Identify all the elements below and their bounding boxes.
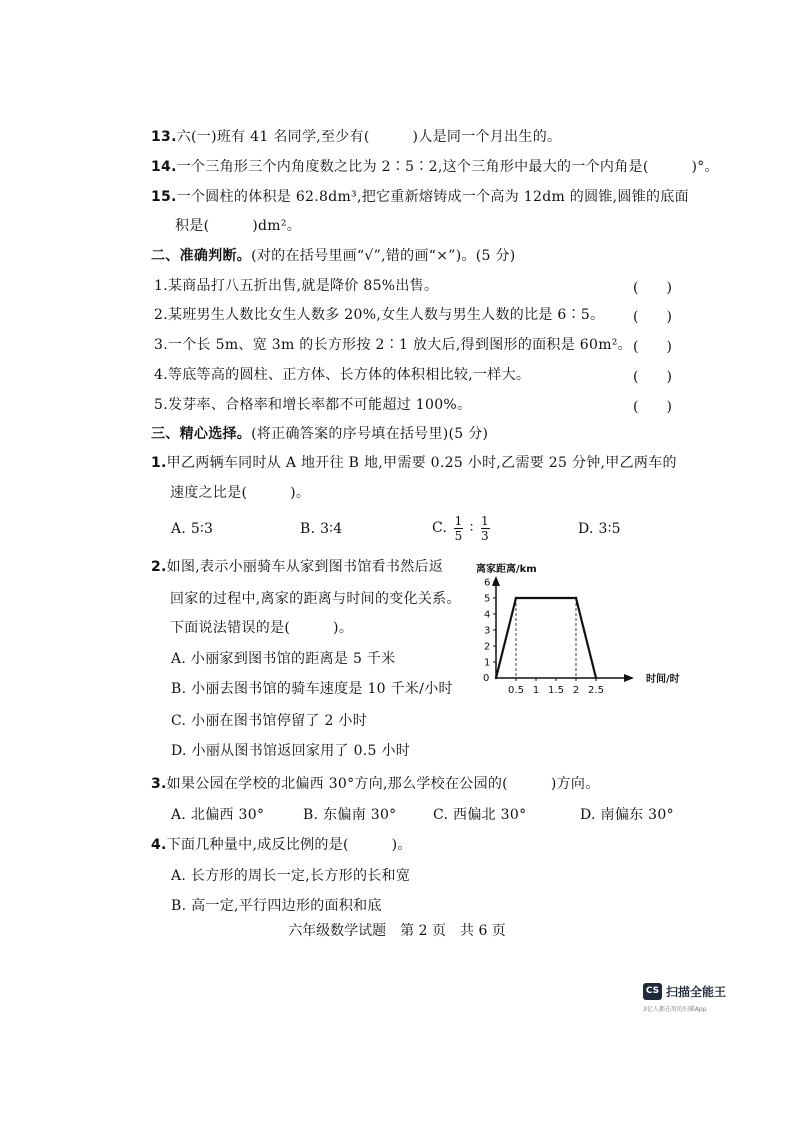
x-axis-label: 时间/时 xyxy=(646,674,680,685)
option-a: A. 北偏西 30° xyxy=(171,807,265,823)
data-point xyxy=(575,597,577,599)
x-tick-label: 2 xyxy=(572,685,580,696)
option-d: D. 3∶5 xyxy=(578,521,621,537)
logo-name: 扫描全能王 xyxy=(666,985,727,999)
judge-item: 2.某班男生人数比女生人数多 20%,女生人数与男生人数的比是 6∶5。 xyxy=(154,307,605,323)
x-tick-label: 0.5 xyxy=(508,685,524,696)
judge-item: 5.发芽率、合格率和增长率都不可能超过 100%。 xyxy=(154,397,472,413)
x-axis-arrow xyxy=(624,674,634,682)
data-point xyxy=(495,677,497,679)
choice-question-2-line3: 下面说法错误的是( )。 xyxy=(170,620,354,636)
y-tick-label: 1 xyxy=(484,657,491,669)
section-2-heading: 二、准确判断。(对的在括号里画“√”,错的画“×”)。(5 分) xyxy=(151,248,516,264)
question-14: 14.一个三角形三个内角度数之比为 2∶5∶2,这个三角形中最大的一个内角是( )°。 xyxy=(151,159,719,175)
option-a: A. 5∶3 xyxy=(171,521,214,537)
data-point xyxy=(595,677,597,679)
page-footer: 六年级数学试题 第 2 页 共 6 页 xyxy=(288,923,506,939)
data-point xyxy=(515,597,517,599)
distance-time-chart xyxy=(470,556,685,696)
question-15-line2: 积是( )dm²。 xyxy=(175,218,302,234)
origin-label: 0 xyxy=(483,673,490,684)
choice-question-4: 4.下面几种量中,成反比例的是( )。 xyxy=(151,837,412,853)
cs-logo-icon: CS xyxy=(643,983,662,1000)
option-c: C. 西偏北 30° xyxy=(433,807,527,823)
option-b: B. 高一定,平行四边形的面积和底 xyxy=(171,898,382,914)
x-tick-label: 1.5 xyxy=(548,685,564,696)
option-c: C. 小丽在图书馆停留了 2 小时 xyxy=(171,713,368,729)
y-axis-arrow xyxy=(492,576,500,586)
choice-question-2: 2.如图,表示小丽骑车从家到图书馆看书然后返 xyxy=(151,559,444,575)
x-tick-label: 2.5 xyxy=(588,685,604,696)
y-tick-label: 4 xyxy=(484,609,491,621)
option-c: C. $\frac{1}{5}$ ∶ $\frac{1}{3}$ xyxy=(432,513,489,543)
option-b: B. 小丽去图书馆的骑车速度是 10 千米/小时 xyxy=(171,681,453,697)
answer-paren[interactable]: ( ) xyxy=(633,369,672,385)
distance-series-line xyxy=(496,598,596,678)
y-axis-label: 离家距离/km xyxy=(476,564,537,575)
y-tick-label: 6 xyxy=(484,577,491,589)
choice-question-2-line2: 回家的过程中,离家的距离与时间的变化关系。 xyxy=(170,591,461,607)
question-13: 13.六(一)班有 41 名同学,至少有( )人是同一个月出生的。 xyxy=(151,129,562,145)
y-tick-label: 3 xyxy=(484,625,491,637)
choice-question-1-line2: 速度之比是( )。 xyxy=(170,485,311,501)
x-tick-label: 1 xyxy=(532,685,540,696)
judge-item: 3.一个长 5m、宽 3m 的长方形按 2∶1 放大后,得到图形的面积是 60m²。 xyxy=(154,337,632,353)
option-b: B. 东偏南 30° xyxy=(303,807,397,823)
choice-question-1: 1.甲乙两辆车同时从 A 地开往 B 地,甲需要 0.25 小时,乙需要 25 分钟,甲乙两车的 xyxy=(151,455,677,471)
y-tick-label: 2 xyxy=(484,641,491,653)
answer-paren[interactable]: ( ) xyxy=(633,399,672,415)
y-tick-label: 5 xyxy=(484,593,491,605)
fraction: $\frac{1}{5}$ xyxy=(454,513,463,543)
answer-paren[interactable]: ( ) xyxy=(633,280,672,296)
question-15: 15.一个圆柱的体积是 62.8dm³,把它重新熔铸成一个高为 12dm 的圆锥,圆锥的底面 xyxy=(151,189,689,205)
option-d: D. 南偏东 30° xyxy=(580,807,674,823)
choice-question-3: 3.如果公园在学校的北偏西 30°方向,那么学校在公园的( )方向。 xyxy=(151,776,600,792)
option-b: B. 3∶4 xyxy=(300,521,343,537)
fraction: $\frac{1}{3}$ xyxy=(481,513,489,543)
judge-item: 4.等底等高的圆柱、正方体、长方体的体积相比较,一样大。 xyxy=(154,367,531,383)
judge-item: 1.某商品打八五折出售,就是降价 85%出售。 xyxy=(154,278,439,294)
logo-tagline: 3亿人都在用的扫描App xyxy=(643,1006,707,1013)
answer-paren[interactable]: ( ) xyxy=(633,309,672,325)
answer-paren[interactable]: ( ) xyxy=(633,339,672,355)
section-3-heading: 三、精心选择。(将正确答案的序号填在括号里)(5 分) xyxy=(151,426,489,442)
option-a: A. 小丽家到图书馆的距离是 5 千米 xyxy=(171,651,396,667)
option-a: A. 长方形的周长一定,长方形的长和宽 xyxy=(171,868,411,884)
option-d: D. 小丽从图书馆返回家用了 0.5 小时 xyxy=(171,743,411,759)
